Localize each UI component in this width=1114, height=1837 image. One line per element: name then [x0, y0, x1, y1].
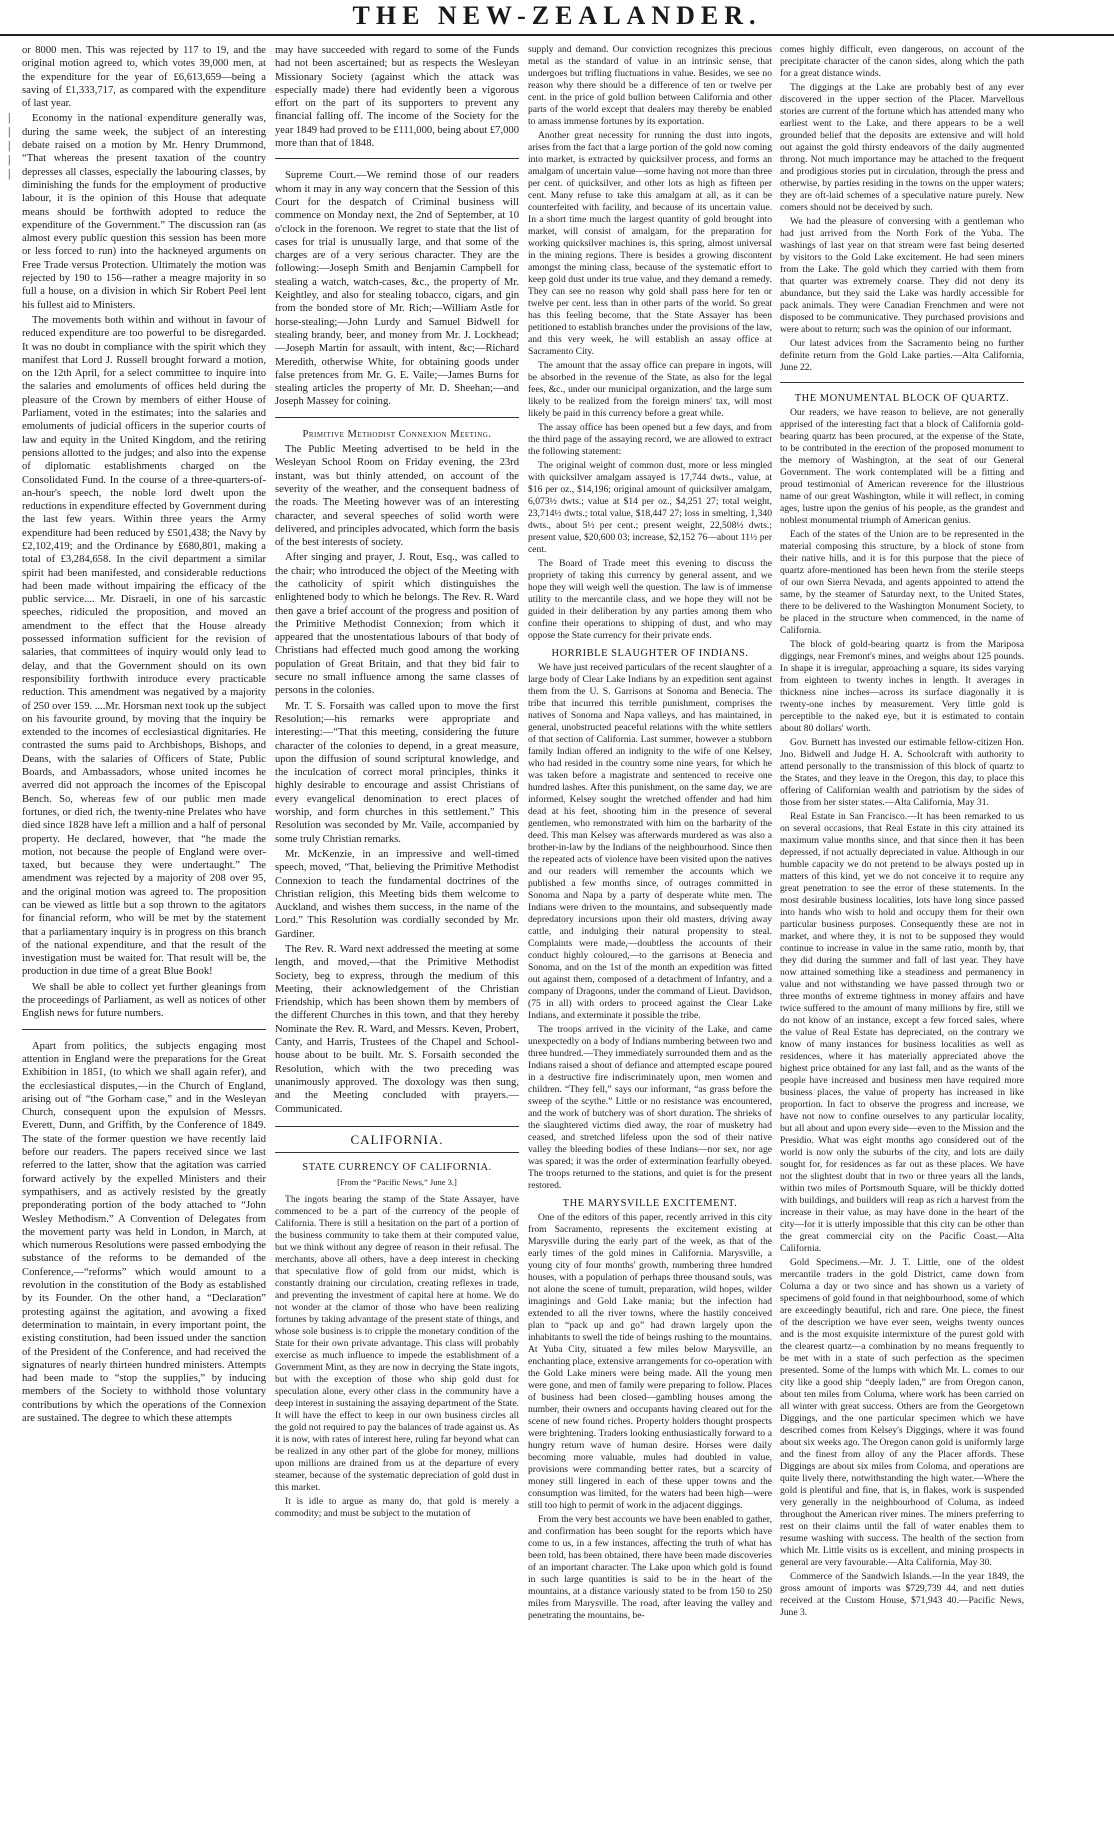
- paragraph: Real Estate in San Francisco.—It has been remarked to us on several occasions, that Real Estate in this city attained its maximum value months since, and that since then it has been depressed, if not actually depreciated in value. Although in our humble capacity we do not pretend to be always posted up in matters of this kind, yet we do not conceive it to require any great penetration to see the error of these statements. In the most desirable business localities, lots have long since passed into hands who wish to hold and occupy them for their own particular business purposes. Consequently these are not in market, and where they, it is not to be supposed they would continue to increase in value in the same ratio, month by, that they did during the summer and fall of last year. They have now attained something like a steadiness and permanency in value and not withstanding we have passed through two or three months of extreme tightness in money affairs and have twice suffered to the amount of many millions by fire, still we do not know of an instance, except a few forced sales, where the value of Real Estate has depreciated, on the contrary we know of many instances for business localities as well as residences, where it has materially appreciated above the highest price obtained for any last fall, and as the wants of the people have increased and business men have required more business places, the value of property has increased in like proportion. In fact to observe the progress and increase, we have not now to confine ourselves to any particular locality, but all about and upon every side—even to the Mission and the Presidio. What was eight months ago considered out of the world is now only the suburbs of the city, and lots are daily sought for, for residences as far out as these places. We have not the slightest doubt that in two or three years all the lands, within two miles of Portsmouth Square, will be thickly dotted with buildings, and builders will reap as rich a harvest from the increase in their value, as may have done in the heart of the city—for it is utterly impossible that this city can be other than the great commercial city on the Pacific Coast.—Alta California.: [780, 811, 1024, 1254]
- paragraph: Each of the states of the Union are to be represented in the material composing this structure, by a block of stone from their native hills, and it is for this purpose that the piece of quartz afore-mentioned has been hewn from the sterile steeps of our own Sierra Nevada, and agents appointed to attend the same, by the steamer of Saturday next, to the United States, there to be delivered to the Washington Monument Society, to be placed in the structure when commenced, in the name of California.: [780, 529, 1024, 636]
- paragraph: The Board of Trade meet this evening to discuss the propriety of taking this currency by general assent, and we hope they will weigh well the question. The law is of immense utility to the mercantile class, and we hope they will not be guided in their deliberation by any parties among them who confine their operations to shipping of dust, and who may oppose the State currency for their private ends.: [528, 558, 772, 641]
- paragraph: We had the pleasure of conversing with a gentleman who had just arrived from the North Fork of the Yuba. The washings of last year on that stream were fast being deserted by visitors to the Gold Lake excitement. He had seen miners from the Lake. The gold which they carried with them from that quarter was extremely coarse. They did not deny its abundance, but they said the Lake was hardly accessible for pack animals. They were Canadian Frenchmen and were not disposed to be communicative. They purchased provisions and were about to return; such was the opinion of our informant.: [780, 216, 1024, 335]
- section-divider: [275, 158, 519, 159]
- paragraph: may have succeeded with regard to some of the Funds had not been ascertained; but as respects the Wesleyan Missionary Society (against which the attack was especially made) there had evidently been a vigorous effort on the part of its supporters to prevent any financial falling off. The income of the Society for the year 1849 had proved to be £111,000, being about £7,000 more than that of 1848.: [275, 45, 519, 150]
- paragraph: The original weight of common dust, more or less mingled with quicksilver amalgam assayed is 17,744 dwts., value, at $16 per oz., $14,196; original amount of quicksilver amalgam, 6,073½ dwts.; value at $14 per oz., $4,251 27; total weight, 23,714½ dwts.; total value, $18,447 27; loss in smelting, 1,340 dwts., about 5½ per cent.; present weight, 22,508½ dwts.; present value, $20,600 03; increase, $2,152 76—about 11½ per cent.: [528, 460, 772, 555]
- paragraph: The movements both within and without in favour of reduced expenditure are too powerful to be disregarded. It was no doubt in compliance with the spirit which they manifest that Lord J. Russell brought forward a motion, on the 12th April, for a select committee to inquire into the salaries and emoluments of offices held during the pleasure of the Crown by members of either House of Parliament, voted in the estimates; into the salaries and emoluments of judicial officers in the superior courts of law and equity in the United Kingdom, and the retiring pensions allotted to the judges; and also into the expense of diplomatic establishments charged on the Consolidated Fund. In the course of a three-quarters-of-an-hour's speech, the noble lord dwelt upon the reductions in expenditure effected by Government during the last few years. Within three years the Army expenditure had been reduced by £501,438; the Navy by £2,102,419; and the Ordinance by £680,801, making a total of £3,284,658. In the civil department a similar spirit had been manifested, and considerable reductions had been made without impairing the efficacy of the public service.... Mr. Disraeli, in one of his sarcastic speeches, ridiculed the proposition, and moved an amendment to the effect that the House already possessed information sufficient for the revision of salaries, that committees of inquiry would only lead to delay, and that the Government should on its own responsibility forthwith introduce every practicable reduction. This amendment was negatived by a majority of 250 over 159. ....Mr. Horsman next took up the subject on his favourite ground, by moving that the inquiry be extended to the incomes of ecclesiastical dignitaries. He contrasted the sums paid to Archbishops, Bishops, and Deans, with the salaries of Officers of State, Public Boards, and Ambassadors, whose united incomes he averred did not approach the incomes of the Episcopal Bench. So, whereas few of our public men made fortunes, or died rich, the twenty-nine Prelates who have died since 1828 have left a million and a half of personal property. He declared, however, that “he made the motion, not because the people of England were over-taxed, but because they were undertaught.” The amendment was rejected by a majority of 208 over 95, and the original motion was agreed to. The proposition can be viewed as little but a sop thrown to the agitators for financial reform, who will be met by the statement that a parliamentary inquiry is in progress on this branch of the national expenditure, and that the result of the investigation must be waited for. That result will be, the production in due time of a great Blue Book!: [22, 314, 266, 978]
- article-heading: THE MARYSVILLE EXCITEMENT.: [562, 1198, 738, 1209]
- rule-mark: |: [8, 166, 11, 180]
- paragraph: Our latest advices from the Sacramento being no further definite return from the Gold Lake parties.—Alta California, June 22.: [780, 338, 1024, 373]
- section-divider: [275, 1152, 519, 1153]
- column-2: [275, 44, 519, 1834]
- source-line: [From the “Pacific News,” June 3.]: [337, 1177, 457, 1188]
- paragraph: Economy in the national expenditure generally was, during the same week, the subject of an interesting debate raised on a motion by Mr. Henry Drummond, “That whereas the present taxation of the country depresses all classes, especially the labouring classes, by diminishing the funds for the employment of productive labour, it is the opinion of this House that adequate means should be forthwith adopted to reduce the expenditure of the Government.” The discussion ran (as almost every public question this session has been more or less forced to run) into the hackneyed arguments on Free Trade versus Protection. Ultimately the motion was rejected by 190 to 156—rather a meagre majority in so full a house, on a division in which Sir Robert Peel lent his fullest aid to Ministers.: [22, 113, 266, 311]
- paragraph: Another great necessity for running the dust into ingots, arises from the fact that a large portion of the gold now coming into market, is extracted by quicksilver process, and forms an amalgam of uncertain value—some having not more than three per cent. of quicksilver, and other lots as high as fifteen per cent. Many refuse to take this amalgam at all, as it can be counterfeited with facility, and because of its uncertain value. In a short time much the largest quantity of gold brought into market, will consist of amalgam, for the preparation for working quicksilver machines is, this spring, almost universal in the mining regions. There is besides a growing discontent amongst the mining class, because of the systematic effort to keep gold dust under its true value, and they demand a remedy. They can see no reason why gold shall pass here for ten or twelve per cent. less than in other parts of the world. So great has this feeling become, that the State Assayer has been petitioned to establish branches under the provisions of the law, and this very week, he will establish an assay office at Sacramento City.: [528, 130, 772, 357]
- paragraph-supreme-court: Supreme Court.—We remind those of our readers whom it may in any way concern that the Session of this Court for the despatch of Criminal business will commence on Monday next, the 2nd of September, at 10 o'clock in the forenoon. We regret to state that the list of cases for trial is unusually large, and that some of the charges are of a very serious character. They are the following:—Joseph Smith and Benjamin Campbell for stealing a watch, watch-cases, &c., the property of Mr. Keightley, and also for stealing tobacco, cigars, and gin from the bonded store of Mr. Rich;—William Astle for horse-stealing;—John Lurdy and Samuel Bidwell for stealing brandy, beer, and money from Mr. J. Lockhead;—Joseph Martin for assault, with intent, &c;—Richard Meredith, otherwise White, for obtaining goods under false pretences from Mr. G. E. Vaile;—James Burns for stealing articles the property of Mr. D. Sheehan;—and Joseph Massey for coining.: [275, 170, 519, 408]
- paragraph: Gov. Burnett has invested our estimable fellow-citizen Hon. Jno. Bidwell and Judge H. A. Schoolcraft with authority to attend personally to the transmission of this block of quartz to the States, and they leave in the Oregon, this day, to place this offering of Californian wealth and patriotism by the sides of those from her sister states.—Alta California, May 31.: [780, 737, 1024, 808]
- paragraph: The Public Meeting advertised to be held in the Wesleyan School Room on Friday evening, the 23rd instant, was but thinly attended, on account of the severity of the weather, and the consequent badness of the roads. The Meeting however was of an interesting character, and several speeches of solid worth were delivered, and principles advocated, which form the basis of the best interests of society.: [275, 444, 519, 549]
- paragraph: The block of gold-bearing quartz is from the Mariposa diggings, near Fremont's mines, and weighs about 125 pounds. In shape it is irregular, approaching a square, its sides varying from eighteen to twenty inches in length. It averages in thickness nine inches—across its surface diagonally it is twenty-one inches by measurement. Very little gold is perceptible to the naked eye, but it is estimated to contain about 80 dollars' worth.: [780, 639, 1024, 734]
- paragraph: Mr. T. S. Forsaith was called upon to move the first Resolution;—his remarks were appropriate and interesting:—“That this meeting, considering the future character of the colonies to depend, in a great measure, upon the diffusion of sound scriptural knowledge, and the inculcation of correct moral principles, thinks it highly desirable to encourage and assist Christians of every evangelical denomination to erect places of worship, and form churches in this settlement.” This Resolution was seconded by Mr. Vaile, accompanied by some truly Christian remarks.: [275, 700, 519, 845]
- paragraph: or 8000 men. This was rejected by 117 to 19, and the original motion agreed to, which votes 39,000 men, at the expenditure for the year of £6,613,659—being a saving of £1,333,717, as compared with the expenditure of last year.: [22, 45, 266, 110]
- margin-rule-marks: [8, 110, 11, 180]
- rule-mark: |: [8, 124, 11, 138]
- masthead: [0, 0, 1114, 36]
- paragraph: We shall be able to collect yet further gleanings from the proceedings of Parliament, as well as notices of other English news for future numbers.: [22, 981, 266, 1020]
- article-heading: Primitive Methodist Connexion Meeting.: [302, 428, 492, 440]
- paragraph: The Rev. R. Ward next addressed the meeting at some length, and moved,—that the Primitive Methodist Society, beg to express, through the medium of this Meeting, their acknowledgement of the Christian Friendship, which has been shown them by members of the different Churches in this town, and that they hereby Nominate the Rev. R. Ward, and Messrs. Keven, Probert, Canty, and Harris, Trustees of the Chapel and School-house about to be built. Mr. S. Forsaith seconded the Resolution, which with the two preceding was unanimously approved. The doxology was then sung, and the Meeting concluded with prayers.—Communicated.: [275, 944, 519, 1115]
- article-heading: HORRIBLE SLAUGHTER OF INDIANS.: [551, 648, 749, 659]
- rule-mark: |: [8, 110, 11, 124]
- article-heading: THE MONUMENTAL BLOCK OF QUARTZ.: [794, 393, 1010, 404]
- section-divider: [22, 1029, 266, 1030]
- paragraph: Our readers, we have reason to believe, are not generally apprised of the interesting fact that a block of California gold-bearing quartz has been procured, at the expense of the State, to be contributed in the erection of the proposed monument to the memory of Washington, at the seat of our General Government. The work contemplated will be a fitting and proud testimonial of American reverence for the illustrious name of our great Washington, while it will reflect, in coming ages, lustre upon the genius of his people, as the grandest and noblest monumental triumph of American genius.: [780, 407, 1024, 526]
- newspaper-title: THE NEW-ZEALANDER.: [352, 1, 762, 30]
- paragraph: The ingots bearing the stamp of the State Assayer, have commenced to be a part of the currency of the people of California. There is still a hesitation on the part of a portion of the business community to take them at their computed value, but we think without any degree of reason in their refusal. The merchants, above all others, have a deep interest in checking that speculative flow of gold from our midst, which is constantly draining our circulation, creating reflexes in trade, and preventing the investment of capital here at home. We do not wonder at the clamor of those who have been realizing fortunes by taking advantage of the present state of things, and whose sole business is to cripple the monetary condition of the State for their own private advantage. This class will probably exercise as much influence to impede the establishment of a Government Mint, as they are now in decrying the State ingots, but with the exception of those who ship gold dust for speculation alone, every other class in the community have a deep interest in sustaining the assaying department of the State. It will have the effect to keep in our own business circles all the gold not required to pay the balances of trade against us. As it is now, with rates of interest here, ruling far beyond what can be realized in any other part of the globe for money, millions upon millions are drained from us at the departure of every steamer, because of the systematic depreciation of gold dust in this market.: [275, 1193, 519, 1493]
- column-3: [528, 44, 772, 1834]
- paragraph: We have just received particulars of the recent slaughter of a large body of Clear Lake Indians by an expedition sent against them from the U. S. Garrisons at Sonoma and Benecia. The tribe that incurred this terrible punishment, comprises the natives of Sonoma and Napa valleys, and has maintained, in general, unobstructed peaceful relations with the white settlers of that section of California. Last summer, however a stubborn family Indian offered an indignity to the wife of one Kelsey, who had resided in the country some nine years, for which he was taken before a magistrate and sentenced to receive one hundred lashes. After this punishment, on the same day, we are informed, Kelsey sought the wretched offender and had him dead at his feet, shooting him in the presence of several gentlemen, who remonstrated with him on the barbarity of the deed. This man Kelsey was afterwards murdered as was also a brother-in-law by the Indians of the neighbourhood. Since then the repeated acts of violence have been visited upon the natives and our readers will remember the accounts which we published a few months since, of outrages committed in Sonoma and Napa by a party of desperate white men. The Indians were driven to the mountains, and subsequently made depredatory incursions upon their old masters, driving away cattle, and indulging their natural propensity to steal. Complaints were made,—doubtless the accounts of their conduct highly coloured,—to the garrisons at Benecia and Sonoma, and on the 1st of the month an expedition was fitted out against them, composed of a detachment of Infantry, and a company of Dragoons, under the command of Lieut. Davidson, (75 in all) with orders to proceed against the Clear Lake Indians, and exterminate it possible the tribe.: [528, 662, 772, 1021]
- paragraph: From the very best accounts we have been enabled to gather, and confirmation has been sought for the reports which have come to us, in a few instances, affecting the truth of what has been told, has been obtained, there have been made discoveries of an important character. The Lake upon which gold is found in such large quantities is said to be in the heart of the mountains, at a distance variously stated to be from 150 to 250 miles from Marysville. The road, after leaving the valley and penetrating the mountains, be-: [528, 1514, 772, 1621]
- paragraph: After singing and prayer, J. Rout, Esq., was called to the chair; who introduced the object of the Meeting with the catholicity of spirit which distinguishes the enlightened body to which he belongs. The Rev. R. Ward then gave a brief account of the progress and position of the Primitive Methodist Connexion; from which it appeared that the unostentatious labours of that body of Christians had effected much good among the working population of Great Britain, and that they bid fair to secure no small influence among the same classes of persons in the colonies.: [275, 552, 519, 697]
- article-heading: STATE CURRENCY OF CALIFORNIA.: [302, 1162, 492, 1174]
- section-divider: [275, 417, 519, 418]
- section-heading: CALIFORNIA.: [350, 1131, 444, 1147]
- paragraph: The amount that the assay office can prepare in ingots, will be absorbed in the revenue of the State, as also for the legal fees, &c., under our municipal organization, and the large sum likely to be realized from the foreign miners' tax, will most likely be paid in this currency before a great while.: [528, 360, 772, 419]
- paragraph: One of the editors of this paper, recently arrived in this city from Sacramento, represents the excitement existing at Marysville during the early part of the week, as that of the early times of the gold mines in California. Marysville, a young city of four months' growth, numbering three hundred houses, with a population of perhaps three thousand souls, was not alone the scene of tumult, preparation, wild hopes, wilder imaginings and Gold Lake mania; but the infection had extended to all the river towns, where the hastily conceived plan to “pack up and go” had drawn largely upon the inhabitants to swell the tide of beings rushing to the mountains. At Yuba City, situated a few miles below Marysville, an enchanting place, extensive arrangements for co-operation with the Gold Lake miners were being made. All the young men were gone, and men of family were preparing to follow. Places of business had been closed—gambling houses among the number, their owners and occupants having cleared out for the scene of new found riches. Property holders thought prospects were brightening. Traders looking enthusiastically forward to a hungry return wave of human desire. Horses were daily becoming more valuable, mules had doubled in value, provisions were commanding better rates, but a scarcity of money still lingered in each of these upper towns and the consumption was limited, for the waters had been high—were still too high to permit of work in the adjacent diggings.: [528, 1212, 772, 1511]
- paragraph: comes highly difficult, even dangerous, on account of the precipitate character of the canon sides, along which the path for a great distance winds.: [780, 44, 1024, 79]
- section-divider: [780, 382, 1024, 383]
- rule-mark: |: [8, 138, 11, 152]
- paragraph: Commerce of the Sandwich Islands.—In the year 1849, the gross amount of imports was $729,739 44, and nett duties received at the Custom House, $71,943 40.—Pacific News, June 3.: [780, 1571, 1024, 1618]
- column-1: [22, 44, 266, 1834]
- paragraph: The diggings at the Lake are probably best of any ever discovered in the upper section of the Placer. Marvellous stories are current of the fortune which has attended many who earliest went to the Lake, and there appears to be a well grounded belief that the deposits are extensive and will hold out against the gold thirsty endeavors of the daily augmented throng. Not much importance may be attached to the frequent and prodigious stories put in circulation, through the press and otherwise, by parties residing in the towns on the upper waters; they are oft-laid schemes of a speculative nature purely. New comers should not be deceived by such.: [780, 82, 1024, 213]
- paragraph: It is idle to argue as many do, that gold is merely a commodity; and must be subject to the mutation of: [275, 1495, 519, 1519]
- paragraph: Apart from politics, the subjects engaging most attention in England were the preparations for the Great Exhibition in 1851, (to which we shall again refer), and the ecclesiastical disputes,—in the Church of England, arising out of “the Gorham case,” and in the Wesleyan Church, consequent upon the expulsion of Messrs. Everett, Dunn, and Griffith, by the Conference of 1849. The state of the former question we have recently laid before our readers. The papers received since we last referred to the latter, show that the agitation was carried forward actively by the expelled Ministers and their sympathisers, and as actively resisted by the greatly preponderating portion of the body attached to “John Wesley Methodism.” A Convention of Delegates from the movement party was held in London, in March, at which numerous Resolutions were passed embodying the substance of the reforms to be demanded of the Conference,—“reforms” which would amount to a revolution in the constitution of the Body as established by its Founder. On the other hand, a “Declaration” protesting against the agitation, and avowing a fixed determination to maintain, in every important point, the existing constitution, had been issued under the sanction of the President of the Conference, and had received the signatures of nearly thirteen hundred ministers. Attempts had been made to “stop the supplies,” by inducing members of the Society to withhold those voluntary contributions by which the operations of the Connexion are sustained. The degree to which these attempts: [22, 1040, 266, 1424]
- paragraph: Gold Specimens.—Mr. J. T. Little, one of the oldest mercantile traders in the gold District, came down from Columa a day or two since and has shown us a variety of specimens of gold found in that neighbourhood, some of which are exceedingly beautiful, rich and rare. One piece, the finest of the description we have ever seen, weighs twenty ounces and is the most exquisite intermixture of the purest gold with the clearest quartz—a combination by no means frequently to be met with in a state of such perfection as the specimen presented. Some of the lumps with which Mr. L. comes to our city like a good ship “deeply laden,” are from Oregon canon, about ten miles from Columa, where work has been carried on all winter with great success. Others are from the Georgetown Diggings, and the one particular specimen which we have described comes from Kelsey's Diggings, where it was found about six weeks ago. The Oregon canon gold is uniformly large and the finest from alloy of any the Placer affords. These Diggings are about six miles from Coloma, and operations are quite lively there, notwithstanding the high water.—Where the gold is plentiful and fine, that is, in flakes, work is suspended very generally in the neighbourhood of Columa, as indeed throughout the American river mines. The miners preferring to rest on their claims until the fall of water enables them to resume washing with success. The health of the section from which Mr. Little visits us is excellent, and mining prospects in general are very favourable.—Alta California, May 30.: [780, 1257, 1024, 1568]
- paragraph: The troops arrived in the vicinity of the Lake, and came unexpectedly on a body of Indians numbering between two and three hundred.—They immediately surrounded them and as the Indians raised a shout of defiance and attempted escape poured in a destructive fire indiscriminately upon, men women and children. “They fell,” says our informant, “as grass before the sweep of the scythe.” Little or no resistance was encountered, and the work of butchery was of short duration. The shrieks of the slaughtered victims died away, the roar of musketry had ceased, and stretched lifeless upon the sod of their native valley the bleeding bodies of these Indians—nor sex, nor age was spared; it was the order of extermination fearfully obeyed. The troops returned to the stations, and quiet is for the present restored.: [528, 1024, 772, 1191]
- rule-mark: |: [8, 152, 11, 166]
- paragraph: Mr. McKenzie, in an impressive and well-timed speech, moved, “That, believing the Primitive Methodist Connexion to teach the fundamental doctrines of the Christian religion, this Meeting bids them welcome to Auckland, and wishes them success, in the name of the Lord.” This Resolution was cordially seconded by Mr. Gardiner.: [275, 848, 519, 940]
- section-divider: [275, 1126, 519, 1127]
- paragraph: The assay office has been opened but a few days, and from the third page of the assaying record, we are allowed to extract the following statement:: [528, 422, 772, 457]
- column-4: [780, 44, 1024, 1834]
- paragraph: supply and demand. Our conviction recognizes this precious metal as the standard of value in an intrinsic sense, that undergoes but trifling fluctuations in value. Besides, we see no reason why there should be a difference of ten or twelve per cent. in the price of gold bullion between California and other parts of the world except that dealers may thereby be enabled to amass immense fortunes by its exportation.: [528, 44, 772, 127]
